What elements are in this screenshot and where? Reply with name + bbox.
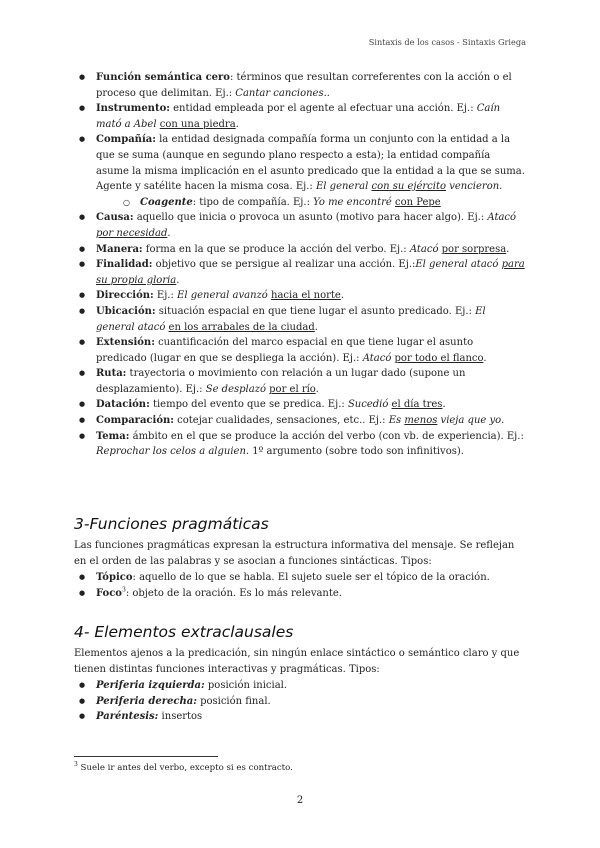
list-item: ● Periferia derecha: posición final. bbox=[74, 694, 526, 710]
list-item: ● Extensión: cuantificación del marco espacial en que tiene lugar el asunto predicado (lugar en que se despliega la acción). Ej.: Atacó por todo el flanco. bbox=[74, 335, 526, 366]
list-item: ● Ubicación: situación espacial en que tiene lugar el asunto predicado. Ej.: El general atacó en los arrabales de la ciudad. bbox=[74, 304, 526, 335]
list-item: ● Dirección: Ej.: El general avanzó hacia el norte. bbox=[74, 288, 526, 304]
pragmatic-functions-list bbox=[74, 570, 526, 601]
sub-list-item: ○ Coagente: tipo de compañía. Ej.: Yo me encontré con Pepe bbox=[96, 195, 526, 211]
list-item: ● Compañía: la entidad designada compañía forma un conjunto con la entidad a la que se suma (aunque en segundo plano respecto a esta); la entidad compañía asume la misma implicación en el asunto predicado que la entidad a la que se suma. Agente y satélite hacen la misma cosa. Ej.: El general con su ejército vencieron. ○ Coagente: tipo de compañía. Ej.: Yo me encontré con Pepe bbox=[74, 132, 526, 210]
list-item: ● Manera: forma en la que se produce la acción del verbo. Ej.: Atacó por sorpresa. bbox=[74, 242, 526, 258]
footnote: $^3$ Suele ir antes del verbo, excepto si es contracto. bbox=[74, 761, 293, 773]
list-item: ● Tópico: aquello de lo que se habla. El sujeto suele ser el tópico de la oración. bbox=[74, 570, 526, 586]
semantic-functions-list bbox=[74, 70, 526, 460]
section-4-heading: 4- Elementos extraclausales bbox=[74, 623, 294, 641]
list-item: ● Tema: ámbito en el que se produce la acción del verbo (con vb. de experiencia). Ej.: Reprochar los celos a alguien. 1º argumento (sobre todo son infinitivos). bbox=[74, 429, 526, 460]
page-number: 2 bbox=[296, 795, 304, 806]
section-3-intro: Las funciones pragmáticas expresan la estructura informativa del mensaje. Se reflejan en el orden de las palabras y se asocian a funciones sintácticas. Tipos: bbox=[74, 540, 515, 567]
list-item: ● Foco$^3$: objeto de la oración. Es lo más relevante. bbox=[74, 586, 526, 602]
extraclausal-list bbox=[74, 678, 526, 725]
list-item: ● Instrumento: entidad empleada por el agente al efectuar una acción. Ej.: Caín mató a Abel con una piedra. bbox=[74, 101, 526, 132]
list-item: ● Paréntesis: insertos bbox=[74, 709, 526, 725]
list-item: ● Periferia izquierda: posición inicial. bbox=[74, 678, 526, 694]
list-item: ● Causa: aquello que inicia o provoca un asunto (motivo para hacer algo). Ej.: Atacó por necesidad. bbox=[74, 210, 526, 241]
list-item: ● Datación: tiempo del evento que se predica. Ej.: Sucedió el día tres. bbox=[74, 397, 526, 413]
list-item: ● Ruta: trayectoria o movimiento con relación a un lugar dado (supone un desplazamiento). Ej.: Se desplazó por el río. bbox=[74, 366, 526, 397]
list-item: ● Función semántica cero: términos que resultan correferentes con la acción o el proceso que delimitan. Ej.: Cantar canciones.. bbox=[74, 70, 526, 101]
footnote-ref: 3 bbox=[121, 586, 126, 594]
list-item: ● Finalidad: objetivo que se persigue al realizar una acción. Ej.:El general atacó para su propia gloria. bbox=[74, 257, 526, 288]
sub-list bbox=[96, 195, 526, 211]
section-3-heading: 3-Funciones pragmáticas bbox=[74, 515, 269, 533]
footnote-divider bbox=[74, 756, 218, 757]
list-item: ● Comparación: cotejar cualidades, sensaciones, etc.. Ej.: Es menos vieja que yo. bbox=[74, 413, 526, 429]
running-header: Sintaxis de los casos - Sintaxis Griega bbox=[368, 37, 526, 47]
section-4-intro: Elementos ajenos a la predicación, sin ningún enlace sintáctico o semántico claro y que tienen distintas funciones interactivas y pragmáticas. Tipos: bbox=[74, 648, 520, 675]
